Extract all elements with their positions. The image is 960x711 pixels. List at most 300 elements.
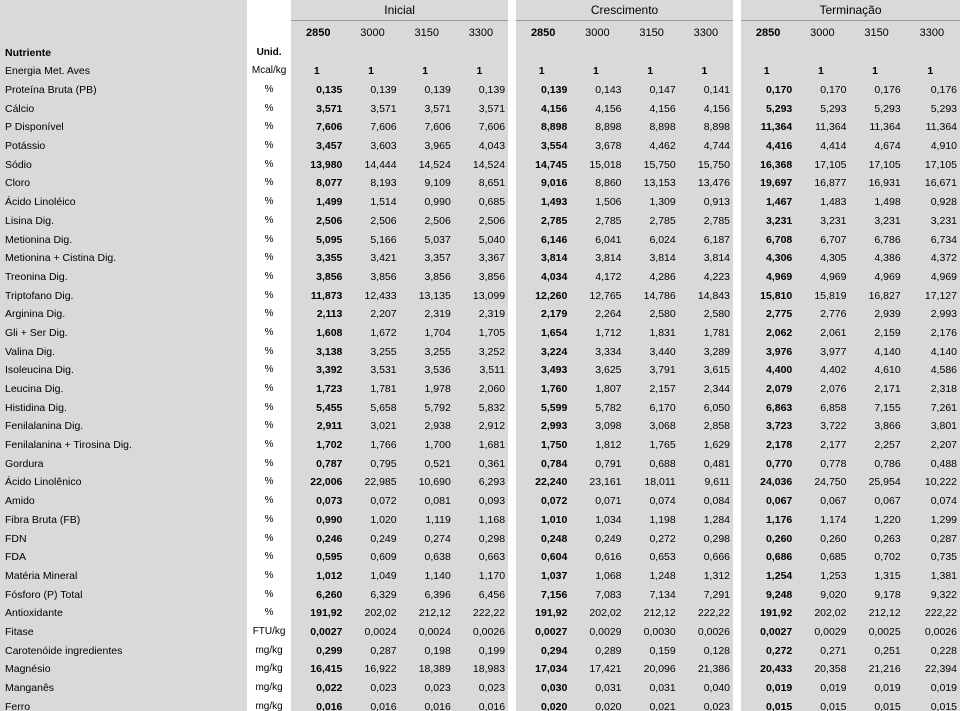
value-cell: 17,105	[795, 155, 849, 174]
value-cell: 6,170	[625, 398, 679, 417]
value-cell: 3,625	[570, 361, 624, 380]
value-cell: 0,021	[625, 697, 679, 711]
value-cell: 3,571	[345, 99, 399, 118]
value-cell: 14,524	[400, 155, 454, 174]
value-cell: 2,785	[516, 212, 570, 231]
value-cell: 14,524	[454, 155, 508, 174]
value-cell: 0,778	[795, 454, 849, 473]
value-cell: 1,807	[570, 380, 624, 399]
value-cell: 202,02	[570, 604, 624, 623]
value-cell: 24,036	[741, 473, 795, 492]
nutrient-name: Valina Dig.	[0, 342, 247, 361]
value-cell: 1,037	[516, 567, 570, 586]
nutrient-name: Carotenóide ingredientes	[0, 641, 247, 660]
value-cell: 2,506	[400, 212, 454, 231]
value-cell: 15,018	[570, 155, 624, 174]
value-cell: 5,166	[345, 230, 399, 249]
value-cell: 3,856	[454, 268, 508, 287]
value-cell: 1,253	[795, 567, 849, 586]
value-cell: 0,685	[454, 193, 508, 212]
value-cell: 3,723	[741, 417, 795, 436]
value-cell: 9,248	[741, 585, 795, 604]
value-cell: 6,050	[679, 398, 733, 417]
value-cell: 3,457	[291, 137, 345, 156]
value-cell: 3,493	[516, 361, 570, 380]
value-cell: 0,019	[904, 679, 960, 698]
nutrient-name: Treonina Dig.	[0, 268, 247, 287]
value-cell: 2,319	[454, 305, 508, 324]
value-cell: 21,216	[849, 660, 903, 679]
nutrient-name: Magnésio	[0, 660, 247, 679]
value-cell: 2,319	[400, 305, 454, 324]
value-cell: 7,606	[454, 118, 508, 137]
nutrient-unit: %	[247, 380, 291, 399]
value-cell: 2,113	[291, 305, 345, 324]
value-cell: 191,92	[741, 604, 795, 623]
value-cell: 13,135	[400, 286, 454, 305]
value-cell: 0,770	[741, 454, 795, 473]
value-cell: 1	[849, 62, 903, 81]
value-cell: 4,305	[795, 249, 849, 268]
value-cell: 0,609	[345, 548, 399, 567]
nutrient-unit: FTU/kg	[247, 623, 291, 642]
value-cell: 2,179	[516, 305, 570, 324]
value-cell: 3,603	[345, 137, 399, 156]
value-cell: 1,119	[400, 511, 454, 530]
value-cell: 0,031	[570, 679, 624, 698]
value-cell: 2,785	[679, 212, 733, 231]
value-cell: 18,011	[625, 473, 679, 492]
value-cell: 3,976	[741, 342, 795, 361]
value-cell: 4,156	[570, 99, 624, 118]
value-cell: 6,708	[741, 230, 795, 249]
value-cell: 8,898	[516, 118, 570, 137]
value-cell: 3,678	[570, 137, 624, 156]
value-cell: 0,020	[516, 697, 570, 711]
value-cell: 0,361	[454, 454, 508, 473]
value-cell: 1,012	[291, 567, 345, 586]
value-cell: 0,0027	[516, 623, 570, 642]
value-cell: 3,367	[454, 249, 508, 268]
value-cell: 0,016	[454, 697, 508, 711]
value-cell: 2,176	[904, 324, 960, 343]
value-cell: 3,615	[679, 361, 733, 380]
nutrient-name: Lisina Dig.	[0, 212, 247, 231]
value-cell: 5,037	[400, 230, 454, 249]
value-cell: 1,705	[454, 324, 508, 343]
value-cell: 0,199	[454, 641, 508, 660]
nutrient-name: Metionina + Cistina Dig.	[0, 249, 247, 268]
nutrient-name: Ácido Linoléico	[0, 193, 247, 212]
energy-level-header: 3000	[795, 21, 849, 45]
value-cell: 1,068	[570, 567, 624, 586]
nutrient-name: Amido	[0, 492, 247, 511]
value-cell: 2,079	[741, 380, 795, 399]
nutrient-name: Cloro	[0, 174, 247, 193]
nutrient-name: Triptofano Dig.	[0, 286, 247, 305]
value-cell: 0,521	[400, 454, 454, 473]
nutrient-name: Metionina Dig.	[0, 230, 247, 249]
value-cell: 18,389	[400, 660, 454, 679]
value-cell: 1,483	[795, 193, 849, 212]
value-cell: 0,488	[904, 454, 960, 473]
value-cell: 1,681	[454, 436, 508, 455]
value-cell: 15,750	[679, 155, 733, 174]
table-row	[0, 548, 960, 567]
table-row	[0, 436, 960, 455]
value-cell: 0,688	[625, 454, 679, 473]
value-cell: 0,135	[291, 81, 345, 100]
nutrient-name: Sódio	[0, 155, 247, 174]
value-cell: 5,293	[904, 99, 960, 118]
value-cell: 0,251	[849, 641, 903, 660]
value-cell: 5,040	[454, 230, 508, 249]
value-cell: 3,098	[570, 417, 624, 436]
value-cell: 0,170	[795, 81, 849, 100]
value-cell: 15,819	[795, 286, 849, 305]
value-cell: 5,293	[849, 99, 903, 118]
value-cell: 0,139	[516, 81, 570, 100]
value-cell: 3,814	[570, 249, 624, 268]
value-cell: 0,0026	[679, 623, 733, 642]
value-cell: 1,020	[345, 511, 399, 530]
value-cell: 2,178	[741, 436, 795, 455]
value-cell: 3,531	[345, 361, 399, 380]
nutrient-unit: %	[247, 436, 291, 455]
value-cell: 0,786	[849, 454, 903, 473]
value-cell: 7,606	[345, 118, 399, 137]
value-cell: 1,315	[849, 567, 903, 586]
value-cell: 12,765	[570, 286, 624, 305]
value-cell: 0,023	[679, 697, 733, 711]
value-cell: 212,12	[849, 604, 903, 623]
value-cell: 1,168	[454, 511, 508, 530]
value-cell: 4,223	[679, 268, 733, 287]
nutrient-name: Gli + Ser Dig.	[0, 324, 247, 343]
value-cell: 202,02	[345, 604, 399, 623]
value-cell: 0,653	[625, 548, 679, 567]
nutrient-unit: %	[247, 567, 291, 586]
table-row	[0, 268, 960, 287]
value-cell: 0,248	[516, 529, 570, 548]
value-cell: 1	[400, 62, 454, 81]
value-cell: 4,586	[904, 361, 960, 380]
value-cell: 0,023	[400, 679, 454, 698]
value-cell: 191,92	[516, 604, 570, 623]
nutrient-unit: %	[247, 249, 291, 268]
value-cell: 0,0029	[570, 623, 624, 642]
value-cell: 2,993	[516, 417, 570, 436]
value-cell: 4,402	[795, 361, 849, 380]
nutrient-name: Histidina Dig.	[0, 398, 247, 417]
value-cell: 3,791	[625, 361, 679, 380]
value-cell: 5,293	[795, 99, 849, 118]
value-cell: 0,0025	[849, 623, 903, 642]
value-cell: 5,782	[570, 398, 624, 417]
value-cell: 2,912	[454, 417, 508, 436]
value-cell: 2,785	[625, 212, 679, 231]
value-cell: 2,062	[741, 324, 795, 343]
value-cell: 0,016	[291, 697, 345, 711]
value-cell: 4,156	[625, 99, 679, 118]
value-cell: 3,571	[291, 99, 345, 118]
value-cell: 0,249	[345, 529, 399, 548]
value-cell: 22,006	[291, 473, 345, 492]
value-cell: 0,260	[741, 529, 795, 548]
value-cell: 0,0026	[454, 623, 508, 642]
value-cell: 2,506	[345, 212, 399, 231]
value-cell: 0,128	[679, 641, 733, 660]
nutrient-name: Proteína Bruta (PB)	[0, 81, 247, 100]
nutrient-name: Ácido Linolênico	[0, 473, 247, 492]
value-cell: 3,138	[291, 342, 345, 361]
value-cell: 2,776	[795, 305, 849, 324]
value-cell: 14,843	[679, 286, 733, 305]
value-cell: 0,072	[345, 492, 399, 511]
value-cell: 6,456	[454, 585, 508, 604]
table-row	[0, 604, 960, 623]
value-cell: 8,077	[291, 174, 345, 193]
table-row	[0, 454, 960, 473]
value-cell: 11,873	[291, 286, 345, 305]
nutrient-unit: %	[247, 529, 291, 548]
value-cell: 7,134	[625, 585, 679, 604]
value-cell: 0,274	[400, 529, 454, 548]
value-cell: 0,663	[454, 548, 508, 567]
value-cell: 0,067	[741, 492, 795, 511]
value-cell: 17,105	[904, 155, 960, 174]
value-cell: 0,702	[849, 548, 903, 567]
value-cell: 0,020	[570, 697, 624, 711]
nutrient-name: FDA	[0, 548, 247, 567]
value-cell: 6,146	[516, 230, 570, 249]
value-cell: 1,174	[795, 511, 849, 530]
value-cell: 1	[625, 62, 679, 81]
value-cell: 1,781	[679, 324, 733, 343]
value-cell: 0,272	[625, 529, 679, 548]
value-cell: 2,775	[741, 305, 795, 324]
energy-level-header: 3300	[454, 21, 508, 45]
nutrient-name: Fitase	[0, 623, 247, 642]
value-cell: 1,654	[516, 324, 570, 343]
value-cell: 2,911	[291, 417, 345, 436]
value-cell: 0,263	[849, 529, 903, 548]
table-row	[0, 398, 960, 417]
value-cell: 0,019	[741, 679, 795, 698]
value-cell: 6,734	[904, 230, 960, 249]
value-cell: 24,750	[795, 473, 849, 492]
value-cell: 4,043	[454, 137, 508, 156]
value-cell: 4,034	[516, 268, 570, 287]
table-row	[0, 697, 960, 711]
value-cell: 4,462	[625, 137, 679, 156]
value-cell: 0,030	[516, 679, 570, 698]
value-cell: 1,049	[345, 567, 399, 586]
unit-column-header: Unid.	[247, 44, 291, 62]
value-cell: 1,198	[625, 511, 679, 530]
value-cell: 0,0027	[291, 623, 345, 642]
value-cell: 15,810	[741, 286, 795, 305]
value-cell: 1	[516, 62, 570, 81]
value-cell: 4,414	[795, 137, 849, 156]
value-cell: 1,760	[516, 380, 570, 399]
nutrient-unit: %	[247, 492, 291, 511]
value-cell: 3,554	[516, 137, 570, 156]
nutrient-unit: %	[247, 286, 291, 305]
value-cell: 13,980	[291, 155, 345, 174]
value-cell: 11,364	[904, 118, 960, 137]
value-cell: 2,580	[625, 305, 679, 324]
value-cell: 23,161	[570, 473, 624, 492]
value-cell: 1,781	[345, 380, 399, 399]
nutrient-unit: %	[247, 604, 291, 623]
value-cell: 9,178	[849, 585, 903, 604]
nutrient-name: Manganês	[0, 679, 247, 698]
value-cell: 11,364	[795, 118, 849, 137]
value-cell: 17,421	[570, 660, 624, 679]
nutrient-unit: %	[247, 193, 291, 212]
value-cell: 6,293	[454, 473, 508, 492]
value-cell: 9,611	[679, 473, 733, 492]
table-row	[0, 286, 960, 305]
value-cell: 13,099	[454, 286, 508, 305]
value-cell: 0,0030	[625, 623, 679, 642]
column-header-row	[0, 44, 960, 62]
value-cell: 1,704	[400, 324, 454, 343]
value-cell: 4,969	[849, 268, 903, 287]
value-cell: 0,271	[795, 641, 849, 660]
value-cell: 0,272	[741, 641, 795, 660]
value-cell: 0,072	[516, 492, 570, 511]
value-cell: 3,021	[345, 417, 399, 436]
value-cell: 0,990	[291, 511, 345, 530]
value-cell: 222,22	[904, 604, 960, 623]
table-row	[0, 155, 960, 174]
value-cell: 0,299	[291, 641, 345, 660]
value-cell: 1,010	[516, 511, 570, 530]
value-cell: 0,176	[904, 81, 960, 100]
nutrient-name: Fenilalanina Dig.	[0, 417, 247, 436]
value-cell: 0,287	[345, 641, 399, 660]
value-cell: 0,604	[516, 548, 570, 567]
value-cell: 16,877	[795, 174, 849, 193]
value-cell: 0,023	[345, 679, 399, 698]
value-cell: 3,255	[400, 342, 454, 361]
value-cell: 1,284	[679, 511, 733, 530]
nutrient-name: Matéria Mineral	[0, 567, 247, 586]
value-cell: 1,034	[570, 511, 624, 530]
value-cell: 2,785	[570, 212, 624, 231]
value-cell: 1,312	[679, 567, 733, 586]
value-cell: 16,931	[849, 174, 903, 193]
value-cell: 5,293	[741, 99, 795, 118]
value-cell: 8,898	[570, 118, 624, 137]
value-cell: 3,965	[400, 137, 454, 156]
table-row	[0, 99, 960, 118]
table-row	[0, 174, 960, 193]
value-cell: 3,571	[400, 99, 454, 118]
energy-level-header: 2850	[741, 21, 795, 45]
group-header-terminacao: Terminação	[741, 0, 960, 21]
nutrient-name: Gordura	[0, 454, 247, 473]
value-cell: 21,386	[679, 660, 733, 679]
value-cell: 1	[679, 62, 733, 81]
nutrient-unit: %	[247, 118, 291, 137]
value-cell: 0,139	[345, 81, 399, 100]
value-cell: 0,0024	[400, 623, 454, 642]
value-cell: 6,786	[849, 230, 903, 249]
value-cell: 1,700	[400, 436, 454, 455]
energy-level-header: 2850	[291, 21, 345, 45]
nutrient-unit: %	[247, 137, 291, 156]
value-cell: 0,067	[849, 492, 903, 511]
value-cell: 2,171	[849, 380, 903, 399]
table-row	[0, 230, 960, 249]
value-cell: 212,12	[625, 604, 679, 623]
value-cell: 2,159	[849, 324, 903, 343]
value-cell: 2,060	[454, 380, 508, 399]
value-cell: 1,467	[741, 193, 795, 212]
value-cell: 0,016	[345, 697, 399, 711]
table-row	[0, 641, 960, 660]
energy-level-header: 3300	[679, 21, 733, 45]
value-cell: 0,298	[454, 529, 508, 548]
value-cell: 4,140	[904, 342, 960, 361]
value-cell: 1	[904, 62, 960, 81]
value-cell: 0,019	[849, 679, 903, 698]
value-cell: 8,898	[625, 118, 679, 137]
value-cell: 3,231	[849, 212, 903, 231]
value-cell: 6,863	[741, 398, 795, 417]
value-cell: 1,672	[345, 324, 399, 343]
table-row	[0, 585, 960, 604]
nutrient-unit: %	[247, 511, 291, 530]
value-cell: 1,493	[516, 193, 570, 212]
value-cell: 0,016	[400, 697, 454, 711]
value-cell: 4,969	[904, 268, 960, 287]
value-cell: 16,827	[849, 286, 903, 305]
value-cell: 2,938	[400, 417, 454, 436]
table-row	[0, 492, 960, 511]
value-cell: 1,702	[291, 436, 345, 455]
value-cell: 0,093	[454, 492, 508, 511]
nutrient-unit: %	[247, 99, 291, 118]
value-cell: 3,801	[904, 417, 960, 436]
value-cell: 22,985	[345, 473, 399, 492]
value-cell: 2,506	[291, 212, 345, 231]
table-row	[0, 212, 960, 231]
value-cell: 0,595	[291, 548, 345, 567]
value-cell: 3,231	[741, 212, 795, 231]
value-cell: 7,606	[400, 118, 454, 137]
value-cell: 0,289	[570, 641, 624, 660]
value-cell: 19,697	[741, 174, 795, 193]
value-cell: 1,254	[741, 567, 795, 586]
nutrient-name: Leucina Dig.	[0, 380, 247, 399]
value-cell: 1,766	[345, 436, 399, 455]
nutrient-unit: %	[247, 212, 291, 231]
value-cell: 0,159	[625, 641, 679, 660]
value-cell: 7,155	[849, 398, 903, 417]
value-cell: 20,358	[795, 660, 849, 679]
value-cell: 0,074	[625, 492, 679, 511]
value-cell: 222,22	[454, 604, 508, 623]
value-cell: 7,606	[291, 118, 345, 137]
value-cell: 0,260	[795, 529, 849, 548]
value-cell: 5,792	[400, 398, 454, 417]
value-cell: 2,264	[570, 305, 624, 324]
nutrient-name: FDN	[0, 529, 247, 548]
